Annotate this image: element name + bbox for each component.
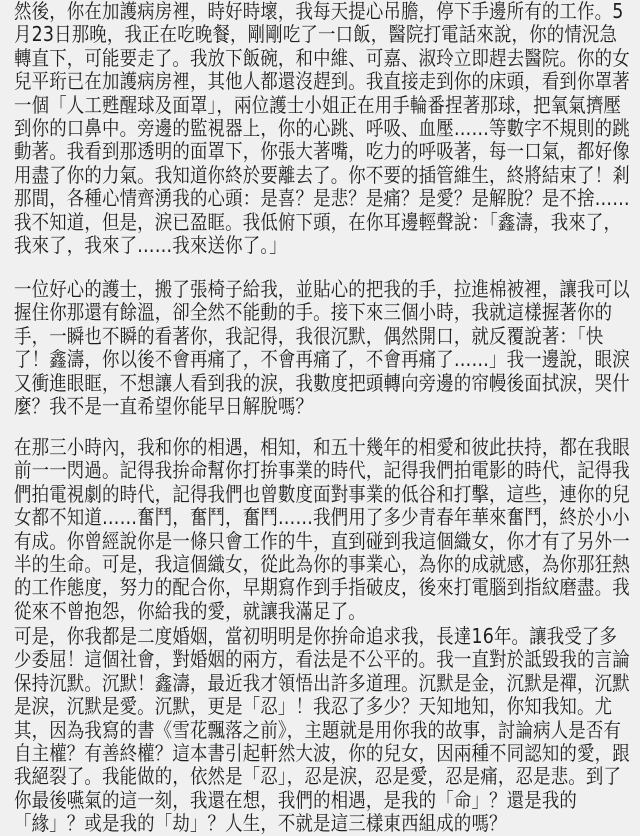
text-line: 了！鑫濤，你以後不會再痛了，不會再痛了，不會再痛了……」我一邊說，眼淚 — [14, 347, 630, 372]
text-line: 「緣」？或是我的「劫」？人生，不就是這三樣東西組成的嗎？ — [14, 811, 507, 836]
paragraph-4 — [14, 625, 640, 836]
text-line: 到你的口鼻中。旁邊的監視器上，你的心跳、呼吸、血壓……等數字不規則的跳 — [14, 115, 630, 140]
paragraph-3 — [14, 436, 640, 623]
text-line: 用盡了你的力氣。我知道你終於要離去了。你不要的插管維生，終將結束了！剎 — [14, 162, 630, 187]
text-line: 動著。我看到那透明的面罩下，你張大著嘴，吃力的呼吸著，每一口氣，都好像 — [14, 139, 630, 164]
text-line: 麼？我不是一直希望你能早日解脫嗎？ — [14, 393, 314, 418]
text-line: 們拍電視劇的時代，記得我們也曾數度面對事業的低谷和打擊，這些，連你的兒 — [14, 481, 630, 506]
paragraph-1 — [14, 0, 640, 257]
paragraph-2 — [14, 278, 640, 418]
text-line: 我來了，我來了……我來送你了。」 — [14, 232, 287, 257]
text-line: 是淚，沉默是愛。沉默，更是「忍」！我忍了多少？天知地知，你知我知。尤 — [14, 694, 613, 719]
text-line: 可是，你我都是二度婚姻，當初明明是你拚命追求我，長達16年。讓我受了多 — [14, 624, 618, 648]
text-line: 兒平珩已在加護病房裡，其他人都還沒趕到。我直接走到你的床頭，看到你罩著 — [14, 69, 630, 94]
text-line: 我絕裂了。我能做的，依然是「忍」，忍是淚，忍是愛，忍是痛，忍是悲。到了 — [14, 764, 622, 789]
text-line: 的工作態度，努力的配合你，早期寫作到手指破皮，後來打電腦到指紋磨盡。我 — [14, 575, 630, 600]
text-line: 又衝進眼眶，不想讓人看到我的淚，我數度把頭轉向旁邊的帘幔後面拭淚，哭什 — [14, 370, 630, 395]
text-line: 少委屈！這個社會，對婚姻的兩方，看法是不公平的。我一直對於詆毀我的言論 — [14, 647, 630, 672]
text-line: 從來不曾抱怨，你給我的愛，就讓我滿足了。 — [14, 598, 366, 623]
text-line: 你最後嚥氣的這一刻，我還在想，我們的相遇，是我的「命」？還是我的 — [14, 787, 578, 812]
text-line: 手，一瞬也不瞬的看著你，我記得，我很沉默，偶然開口，就反覆說著：「快 — [14, 323, 604, 348]
text-line: 其，因為我寫的書《雪花飄落之前》，主題就是用你我的故事，討論病人是否有 — [14, 717, 622, 742]
text-line: 一個「人工甦醒球及面罩」，兩位護士小姐正在用手輪番捏著那球，把氧氣擠壓 — [14, 92, 622, 117]
text-line: 保持沉默。沉默！鑫濤，最近我才領悟出許多道理。沉默是金，沉默是禪，沉默 — [14, 670, 630, 695]
text-line: 那間，各種心情齊湧我的心頭：是喜？是悲？是痛？是愛？是解脫？是不捨…… — [14, 186, 630, 211]
text-line: 在那三小時內，我和你的相遇，相知，和五十幾年的相愛和彼此扶持，都在我眼 — [14, 435, 630, 459]
text-line: 前一一閃過。記得我拚命幫你打拚事業的時代，記得我們拍電影的時代，記得我 — [14, 458, 630, 483]
text-line: 然後，你在加護病房裡，時好時壞，我每天提心吊膽，停下手邊所有的工作。5 — [14, 0, 624, 23]
text-line: 自主權？有善終權？這本書引起軒然大波，你的兒女，因兩種不同認知的愛，跟 — [14, 740, 630, 765]
text-line: 半的生命。可是，我這個織女，從此為你的事業心，為你的成就感，為你那狂熱 — [14, 551, 630, 576]
text-line: 我不知道，但是，淚已盈眶。我低俯下頭，在你耳邊輕聲說：「鑫濤，我來了， — [14, 209, 622, 234]
text-line: 女都不知道……奮鬥，奮鬥，奮鬥……我們用了多少青春年華來奮鬥，終於小小 — [14, 505, 630, 530]
text-line: 月23日那晚，我正在吃晚餐，剛剛吃了一口飯，醫院打電話來說，你的情況急 — [14, 22, 618, 47]
text-line: 有成。你曾經說你是一條只會工作的牛，直到碰到我這個織女，你才有了另外一 — [14, 528, 630, 553]
text-line: 轉直下，可能要走了。我放下飯碗，和中維、可嘉、淑玲立即趕去醫院。你的女 — [14, 45, 630, 70]
text-line: 握住你那還有餘溫，卻全然不能動的手。接下來三個小時，我就這樣握著你的 — [14, 300, 613, 325]
text-line: 一位好心的護士，搬了張椅子給我，並貼心的把我的手，拉進棉被裡，讓我可以 — [14, 277, 630, 301]
